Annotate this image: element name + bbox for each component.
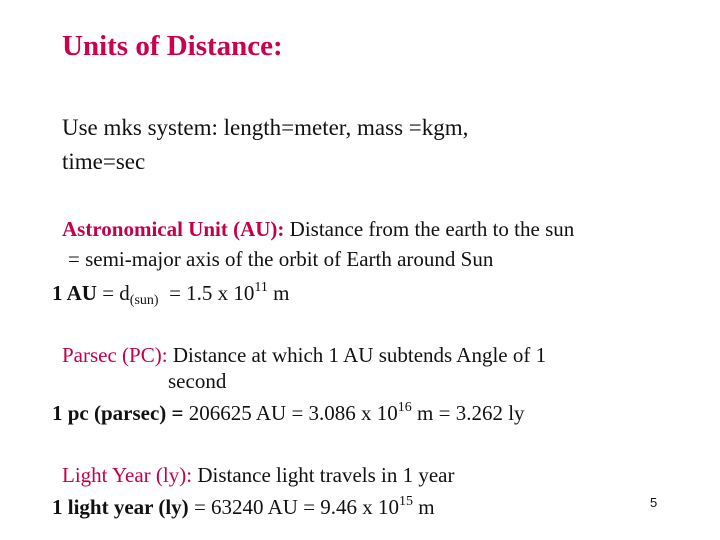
au-eq-mid: = d xyxy=(102,281,130,305)
page-number: 5 xyxy=(650,495,658,510)
parsec-definition xyxy=(62,342,546,368)
au-eq-rhs: = 1.5 x 10 xyxy=(169,281,255,305)
au-description-2: = semi-major axis of the orbit of Earth around Sun xyxy=(68,247,494,271)
parsec-eq-exp: 16 xyxy=(397,400,412,415)
parsec-eq-rhs-2: m = 3.262 ly xyxy=(417,401,525,425)
lightyear-eq-unit: m xyxy=(418,495,435,519)
au-equation xyxy=(52,280,289,306)
lightyear-description: Distance light travels in 1 year xyxy=(197,463,455,487)
au-eq-unit: m xyxy=(273,281,290,305)
parsec-eq-rhs-1: 206625 AU = 3.086 x 10 xyxy=(188,401,398,425)
au-definition xyxy=(62,216,574,242)
au-eq-lhs: 1 AU xyxy=(52,281,97,305)
parsec-term: Parsec (PC): xyxy=(62,343,168,367)
parsec-description-2: second xyxy=(168,369,227,393)
au-term: Astronomical Unit (AU): xyxy=(62,217,285,241)
au-description: Distance from the earth to the sun xyxy=(289,217,575,241)
lightyear-definition xyxy=(62,462,455,488)
mks-line-1: Use mks system: length=meter, mass =kgm, xyxy=(62,115,469,140)
lightyear-eq-rhs: = 63240 AU = 9.46 x 10 xyxy=(193,495,400,519)
lightyear-term: Light Year (ly): xyxy=(62,463,193,487)
lightyear-equation xyxy=(52,494,435,520)
parsec-equation xyxy=(52,400,525,426)
lightyear-eq-lhs: 1 light year (ly) xyxy=(52,495,189,519)
mks-line-2: time=sec xyxy=(62,149,146,174)
au-eq-sub: (sun) xyxy=(129,293,159,308)
parsec-eq-lhs: 1 pc (parsec) = xyxy=(52,401,184,425)
lightyear-eq-exp: 15 xyxy=(399,494,414,509)
au-eq-exp: 11 xyxy=(254,280,268,295)
slide-title: Units of Distance: xyxy=(62,30,283,62)
parsec-description: Distance at which 1 AU subtends Angle of 1 xyxy=(172,343,547,367)
